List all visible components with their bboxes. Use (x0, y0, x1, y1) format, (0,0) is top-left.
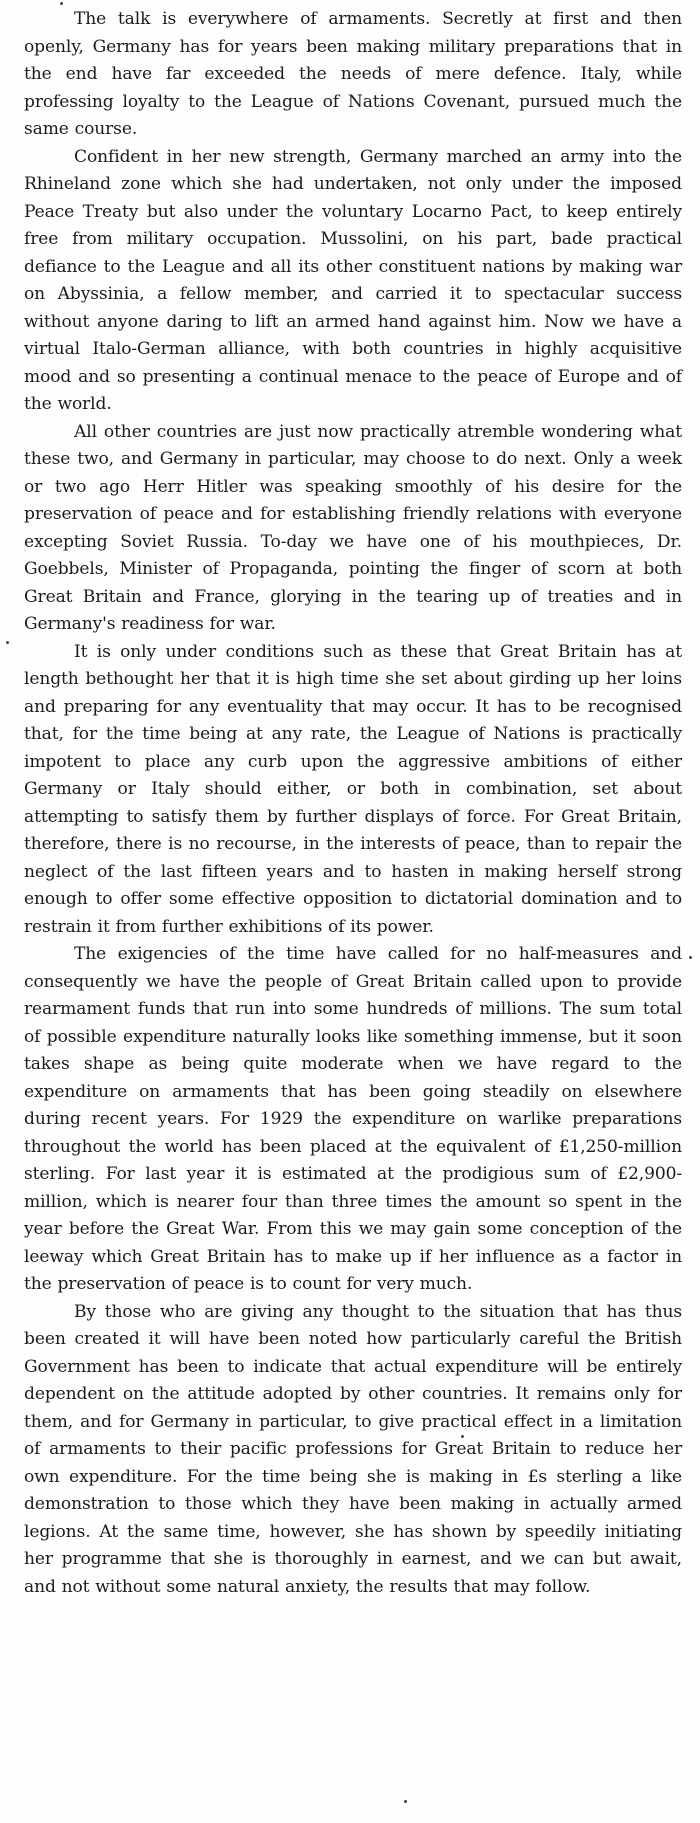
print-speck (404, 1800, 407, 1803)
print-speck (689, 956, 692, 959)
paragraph-other-countries: All other countries are just now practically atremble wondering what these two, and Germany in particular, may choose to do next. Only a week or two ago Herr Hitler was speaking smoothly of his desire for the preservation of peace and for establishing friendly relations with everyone excepting Soviet Russia. To-day we have one of his mouthpieces, Dr. Goebbels, Minister of Propaganda, pointing the finger of scorn at both Great Britain and France, glorying in the tearing up of treaties and in Germany's readiness for war. (24, 421, 682, 634)
editorial-article (24, 6, 682, 1601)
paragraph-rhineland: Confident in her new strength, Germany marched an army into the Rhineland zone which she had undertaken, not only under the imposed Peace Treaty but also under the voluntary Locarno Pact, to keep entirely free from military occupation. Mussolini, on his part, bade practical defiance to the League and all its other constituent nations by making war on Abyssinia, a fellow member, and carried it to spectacular success without anyone daring to lift an armed hand against him. Now we have a virtual Italo-German alliance, with both countries in highly acquisitive mood and so presenting a continual menace to the peace of Europe and of the world. (24, 146, 682, 414)
paragraph-great-britain: It is only under conditions such as these that Great Britain has at length bethought her that it is high time she set about girding up her loins and preparing for any eventuality that may occur. It has to be recognised that, for the time being at any rate, the League of Nations is practically impotent to place any curb upon the aggressive ambitions of either Germany or Italy should either, or both in combination, set about attempting to satisfy them by further displays of force. For Great Britain, therefore, there is no recourse, in the interests of peace, than to repair the neglect of the last fifteen years and to hasten in making herself strong enough to offer some effective opposition to dictatorial domination and to restrain it from further exhibitions of its power. (24, 641, 682, 937)
paragraph-armaments-talk: The talk is everywhere of armaments. Secretly at first and then openly, Germany has for years been making military preparations that in the end have far exceeded the needs of mere defence. Italy, while professing loyalty to the League of Nations Covenant, pursued much the same course. (24, 9, 682, 139)
print-speck (461, 1435, 464, 1438)
paragraph-government-caution: By those who are giving any thought to the situation that has thus been created it will have been noted how particularly careful the British Government has been to indicate that actual expenditure will be entirely dependent on the attitude adopted by other countries. It remains only for them, and for Germany in particular, to give practical effect in a limitation of armaments to their pacific professions for Great Britain to reduce her own expenditure. For the time being she is making in £s sterling a like demonstration to those which they have been making in actually armed legions. At the same time, however, she has shown by speedily initiating her programme that she is thoroughly in earnest, and we can but await, and not without some natural anxiety, the results that may follow. (24, 1301, 682, 1597)
print-speck (60, 2, 63, 5)
paragraph-exigencies: The exigencies of the time have called for no half-measures and consequently we have the people of Great Britain called upon to provide rearmament funds that run into some hundreds of millions. The sum total of possible expenditure naturally looks like something immense, but it soon takes shape as being quite moderate when we have regard to the expenditure on armaments that has been going steadily on elsewhere during recent years. For 1929 the expenditure on warlike preparations throughout the world has been placed at the equivalent of £1,250-million sterling. For last year it is estimated at the prodigious sum of £2,900-million, which is nearer four than three times the amount so spent in the year before the Great War. From this we may gain some conception of the leeway which Great Britain has to make up if her influence as a factor in the preservation of peace is to count for very much. (24, 944, 682, 1294)
print-speck (6, 641, 9, 644)
